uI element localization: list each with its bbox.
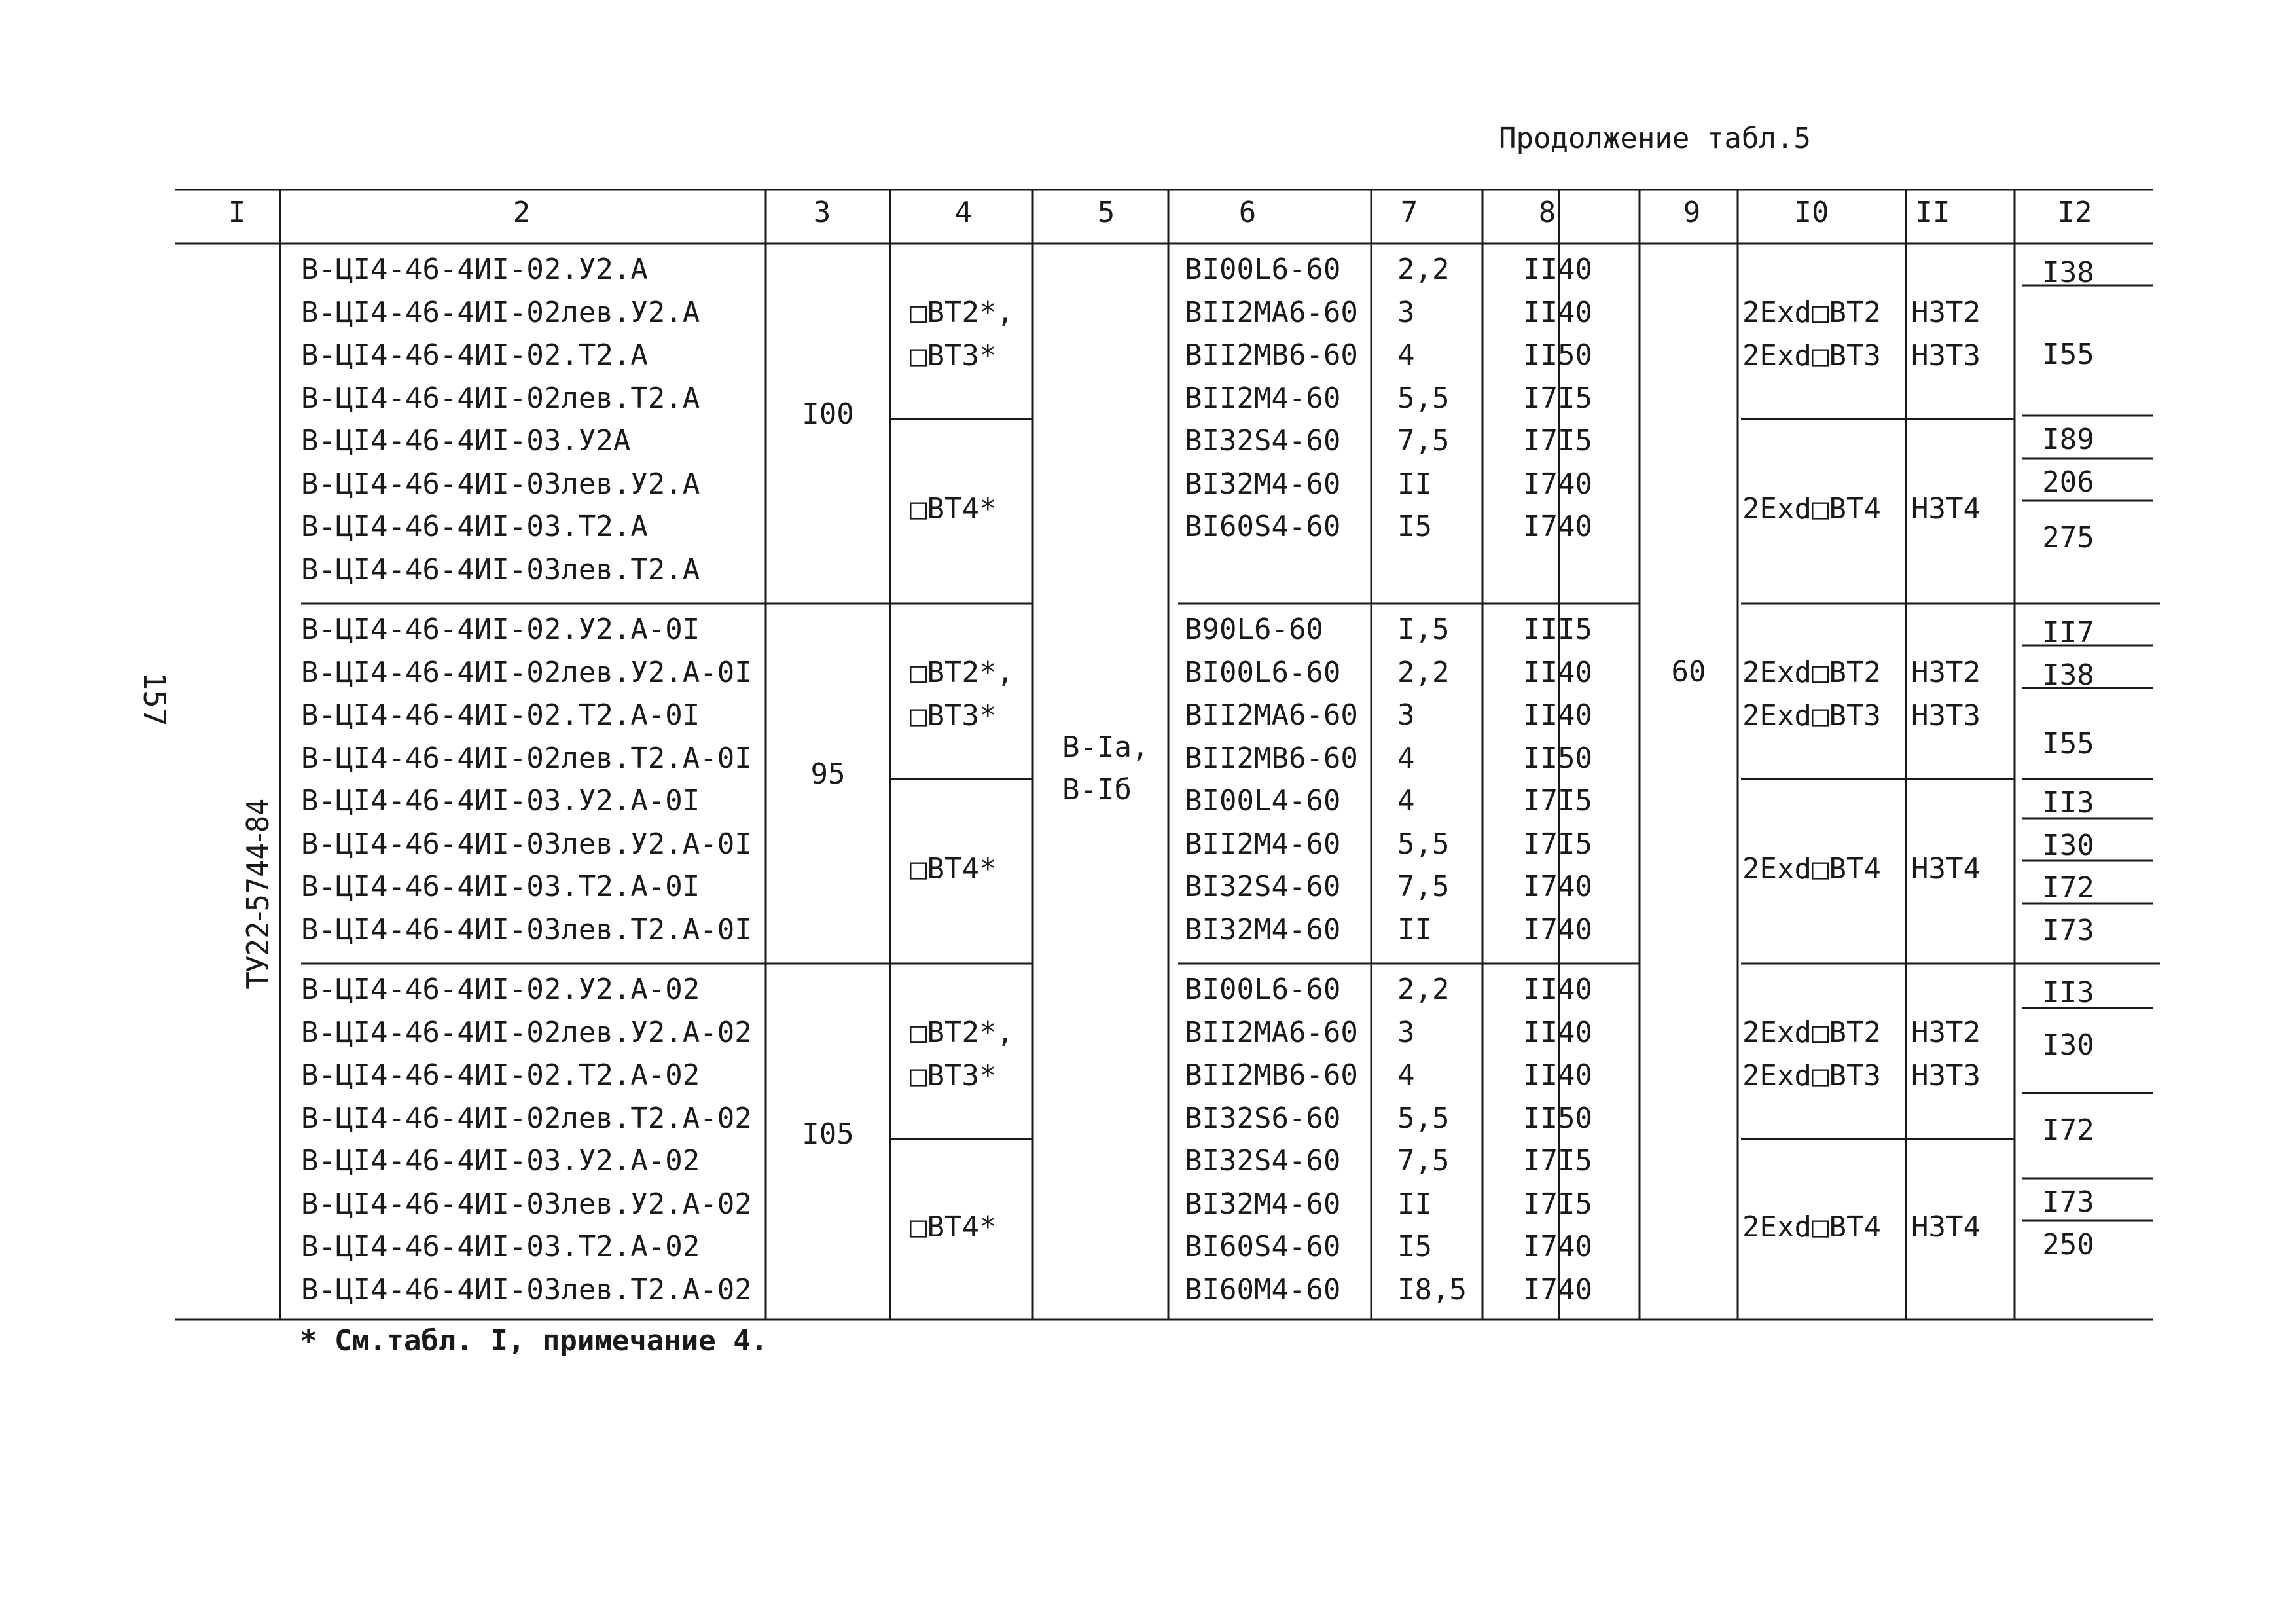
model-name: В-ЦI4-46-4ИI-02лев.Т2.А-02 [301, 1101, 752, 1135]
header-cell: 7 [1400, 196, 1418, 229]
code: Н3Т4 [1911, 1210, 1981, 1244]
protection-class: □ВТ2*, [910, 656, 1014, 689]
motor-type: BI00L4-60 [1185, 784, 1341, 818]
power-kw: 3 [1397, 698, 1415, 732]
motor-type: BI32S4-60 [1185, 424, 1341, 458]
header-cell: 2 [512, 196, 531, 229]
model-name: В-ЦI4-46-4ИI-02.У2.А-0I [301, 613, 700, 646]
power-kw: 3 [1397, 1015, 1415, 1049]
header-cell: 6 [1238, 196, 1257, 229]
model-name: В-ЦI4-46-4ИI-03.Т2.А [301, 510, 648, 543]
motor-type: BI32S4-60 [1185, 870, 1341, 903]
speed-rpm: II50 [1523, 338, 1592, 372]
model-name: В-ЦI4-46-4ИI-02.Т2.А-02 [301, 1058, 700, 1092]
fan-diameter: I00 [802, 397, 854, 431]
model-name: В-ЦI4-46-4ИI-03.Т2.А-0I [301, 870, 700, 903]
model-name: В-ЦI4-46-4ИI-02лев.У2.А-0I [301, 655, 752, 689]
model-name: В-ЦI4-46-4ИI-03лев.Т2.А-0I [301, 912, 752, 947]
code: Н3Т3 [1911, 699, 1981, 732]
power-kw: 5,5 [1397, 827, 1450, 861]
motor-type: BII2M4-60 [1185, 381, 1341, 415]
power-kw: 3 [1397, 295, 1415, 329]
code: Н3Т2 [1911, 1016, 1981, 1049]
motor-type: BI32S4-60 [1185, 1144, 1341, 1178]
power-kw: 2,2 [1397, 973, 1450, 1006]
speed-rpm: II40 [1523, 295, 1592, 329]
speed-rpm: I7I5 [1523, 1187, 1592, 1221]
code: Н3Т3 [1911, 1059, 1981, 1092]
motor-type: BII2MA6-60 [1185, 698, 1358, 732]
header-cell: 8 [1538, 196, 1556, 229]
fan-diameter: 95 [810, 757, 846, 791]
protection-class: □ВТ4* [910, 852, 997, 886]
protection-class: □ВТ3* [910, 699, 997, 732]
ex-marking: 2Exd□BT4 [1742, 852, 1881, 886]
weight-value: I30 [2042, 1028, 2094, 1062]
motor-type: BII2MA6-60 [1185, 1015, 1358, 1049]
code: Н3Т2 [1911, 296, 1981, 329]
power-kw: II [1397, 912, 1432, 947]
code: Н3Т4 [1911, 852, 1981, 886]
header-cell: I [228, 196, 246, 229]
protection-class: □ВТ4* [910, 492, 997, 526]
power-kw: 4 [1397, 338, 1415, 372]
header-cell: II [1915, 196, 1950, 229]
model-name: В-ЦI4-46-4ИI-03лев.Т2.А [301, 552, 700, 586]
weight-value: 275 [2042, 521, 2094, 554]
speed-rpm: I7I5 [1523, 784, 1592, 818]
speed-rpm: I740 [1523, 510, 1592, 543]
model-name: В-ЦI4-46-4ИI-02.Т2.А-0I [301, 698, 700, 732]
protection-class: □ВТ3* [910, 1059, 997, 1092]
speed-rpm: I7I5 [1523, 424, 1592, 458]
zone-class: В-Iб [1062, 773, 1132, 806]
model-name: В-ЦI4-46-4ИI-02.У2.А [301, 253, 648, 286]
table-caption: Продолжение табл.5 [1499, 122, 1811, 155]
motor-type: BI00L6-60 [1185, 655, 1341, 689]
power-kw: 5,5 [1397, 1101, 1450, 1135]
header-cell: 9 [1683, 196, 1701, 229]
header-cell: 5 [1097, 196, 1115, 229]
weight-value: I55 [2042, 727, 2094, 761]
protection-class: □ВТ4* [910, 1210, 997, 1244]
speed-rpm: II40 [1523, 253, 1592, 286]
power-kw: 2,2 [1397, 253, 1450, 286]
motor-type: BI32S6-60 [1185, 1101, 1341, 1135]
page-number: 157 [137, 672, 172, 727]
motor-type: BI60M4-60 [1185, 1272, 1341, 1307]
speed-rpm: I740 [1523, 1272, 1592, 1307]
speed-rpm: I740 [1523, 912, 1592, 947]
ex-marking: 2Exd□BT3 [1742, 339, 1881, 372]
motor-type: BI60S4-60 [1185, 1230, 1341, 1263]
header-cell: I0 [1794, 196, 1829, 229]
power-kw: 7,5 [1397, 424, 1450, 458]
power-kw: I8,5 [1397, 1272, 1467, 1307]
speed-rpm: II50 [1523, 741, 1592, 775]
header-cell: I2 [2057, 196, 2092, 229]
zone-class: В-Iа, [1062, 731, 1149, 764]
speed-rpm: II40 [1523, 1058, 1592, 1092]
ex-marking: 2Exd□BT2 [1742, 1016, 1881, 1049]
power-kw: I5 [1397, 1230, 1432, 1263]
motor-type: BII2MB6-60 [1185, 1058, 1358, 1092]
weight-value: 250 [2042, 1228, 2094, 1261]
speed-rpm: I740 [1523, 1230, 1592, 1263]
ex-marking: 2Exd□BT3 [1742, 1059, 1881, 1092]
protection-class: □ВТ2*, [910, 296, 1014, 329]
code: Н3Т4 [1911, 492, 1981, 526]
header-cell: 3 [813, 196, 831, 229]
weight-value: I89 [2042, 423, 2094, 456]
fan-diameter: I05 [802, 1117, 854, 1151]
model-name: В-ЦI4-46-4ИI-02.У2.А-02 [301, 973, 700, 1006]
code: Н3Т3 [1911, 339, 1981, 372]
model-name: В-ЦI4-46-4ИI-03.У2.А-02 [301, 1144, 700, 1178]
weight-value: II3 [2042, 976, 2094, 1009]
speed-rpm: I7I5 [1523, 827, 1592, 861]
header-cell: 4 [954, 196, 973, 229]
model-name: В-ЦI4-46-4ИI-03лев.У2.А-02 [301, 1187, 752, 1221]
speed-rpm: II40 [1523, 1015, 1592, 1049]
motor-type: BII2M4-60 [1185, 827, 1341, 861]
weight-value: II7 [2042, 616, 2094, 649]
model-name: В-ЦI4-46-4ИI-02.Т2.А [301, 338, 648, 372]
ex-marking: 2Exd□BT3 [1742, 699, 1881, 732]
code: Н3Т2 [1911, 656, 1981, 689]
speed-rpm: I740 [1523, 467, 1592, 501]
power-kw: I5 [1397, 510, 1432, 543]
weight-value: I38 [2042, 659, 2094, 692]
weight-value: I55 [2042, 338, 2094, 371]
motor-type: B90L6-60 [1185, 613, 1323, 646]
motor-type: BI60S4-60 [1185, 510, 1341, 543]
speed-rpm: II40 [1523, 655, 1592, 689]
power-kw: 4 [1397, 741, 1415, 775]
document-code: ТУ22-5744-84 [240, 798, 276, 989]
speed-rpm: I7I5 [1523, 381, 1592, 415]
motor-type: BI00L6-60 [1185, 973, 1341, 1006]
model-name: В-ЦI4-46-4ИI-02лев.Т2.А-0I [301, 741, 752, 775]
power-kw: 7,5 [1397, 870, 1450, 903]
power-kw: 4 [1397, 1058, 1415, 1092]
power-kw: II [1397, 1187, 1432, 1221]
model-name: В-ЦI4-46-4ИI-03лев.У2.А [301, 467, 700, 501]
power-kw: 5,5 [1397, 381, 1450, 415]
weight-value: I73 [2042, 914, 2094, 947]
weight-value: I30 [2042, 829, 2094, 862]
ex-marking: 2Exd□BT2 [1742, 296, 1881, 329]
weight-value: I72 [2042, 1113, 2094, 1147]
weight-value: I38 [2042, 256, 2094, 289]
model-name: В-ЦI4-46-4ИI-03.У2.А-0I [301, 784, 700, 818]
weight-value: II3 [2042, 786, 2094, 820]
temperature-value: 60 [1671, 655, 1706, 689]
weight-value: I72 [2042, 871, 2094, 905]
ex-marking: 2Exd□BT4 [1742, 492, 1881, 526]
motor-type: BI32M4-60 [1185, 467, 1341, 501]
model-name: В-ЦI4-46-4ИI-02лев.У2.А [301, 295, 700, 329]
power-kw: 2,2 [1397, 655, 1450, 689]
power-kw: 7,5 [1397, 1144, 1450, 1178]
motor-type: BI32M4-60 [1185, 912, 1341, 947]
ex-marking: 2Exd□BT4 [1742, 1210, 1881, 1244]
weight-value: 206 [2042, 465, 2094, 499]
motor-type: BI00L6-60 [1185, 253, 1341, 286]
motor-type: BII2MA6-60 [1185, 295, 1358, 329]
speed-rpm: II40 [1523, 698, 1592, 732]
power-kw: 4 [1397, 784, 1415, 818]
model-name: В-ЦI4-46-4ИI-03.Т2.А-02 [301, 1230, 700, 1263]
motor-type: BII2MB6-60 [1185, 338, 1358, 372]
power-kw: I,5 [1397, 613, 1450, 646]
model-name: В-ЦI4-46-4ИI-03лев.Т2.А-02 [301, 1272, 752, 1307]
power-kw: II [1397, 467, 1432, 501]
footnote: * См.табл. I, примечание 4. [300, 1324, 768, 1358]
model-name: В-ЦI4-46-4ИI-03.У2А [301, 424, 631, 458]
speed-rpm: I740 [1523, 870, 1592, 903]
motor-type: BII2MB6-60 [1185, 741, 1358, 775]
protection-class: □ВТ2*, [910, 1016, 1014, 1049]
protection-class: □ВТ3* [910, 339, 997, 372]
weight-value: I73 [2042, 1185, 2094, 1219]
ex-marking: 2Exd□BT2 [1742, 656, 1881, 689]
speed-rpm: II40 [1523, 973, 1592, 1006]
model-name: В-ЦI4-46-4ИI-02лев.У2.А-02 [301, 1015, 752, 1049]
speed-rpm: I7I5 [1523, 1144, 1592, 1178]
speed-rpm: III5 [1523, 613, 1592, 646]
model-name: В-ЦI4-46-4ИI-02лев.Т2.А [301, 381, 700, 415]
speed-rpm: II50 [1523, 1101, 1592, 1135]
model-name: В-ЦI4-46-4ИI-03лев.У2.А-0I [301, 827, 752, 861]
motor-type: BI32M4-60 [1185, 1187, 1341, 1221]
